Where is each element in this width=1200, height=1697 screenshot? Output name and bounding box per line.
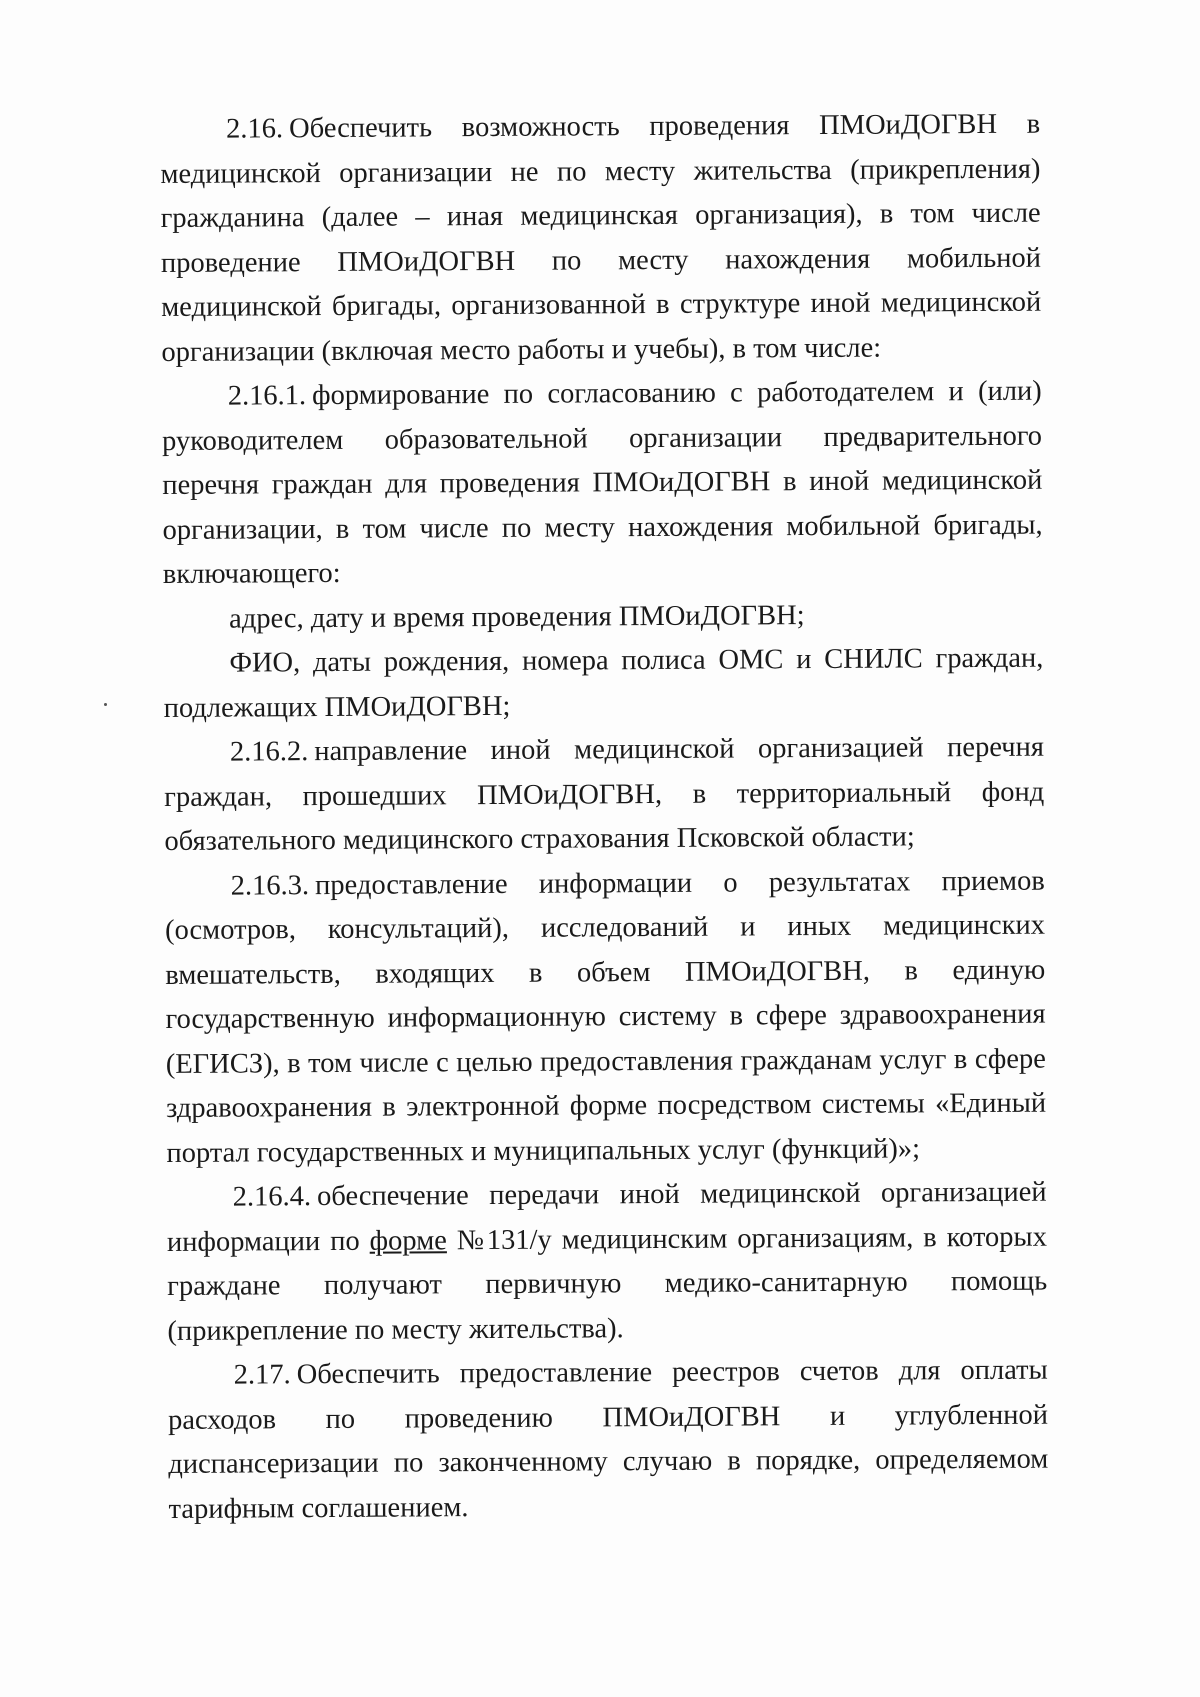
paragraph-address-item [163, 592, 1043, 642]
clause-number: 2.17. [233, 1359, 291, 1391]
clause-number: 2.16.3. [230, 869, 310, 902]
paragraph-2-17 [168, 1349, 1049, 1532]
list-item-text: ФИО, даты рождения, номера полиса ОМС и СНИЛС граждан, подлежащих ПМОиДОГВН; [163, 642, 1044, 724]
list-item-text: адрес, дату и время проведения ПМОиДОГВН; [229, 599, 805, 635]
clause-text: Обеспечить возможность проведения ПМОиДОГВН в медицинской организации не по месту жительства (прикрепления) гражданина (далее – иная медицинская организация), в том числе проведение ПМОиДОГВН по месту нахождения мобильной медицинской бригады, организованной в структуре иной медицинской организации (включая место работы и учебы), в том числе: [160, 108, 1042, 368]
paragraph-fio-item [163, 637, 1044, 731]
document-body [160, 103, 1049, 1532]
clause-text-before: обеспечение передачи иной медицинской организацией информации по [166, 1176, 1047, 1258]
clause-number: 2.16.4. [232, 1181, 312, 1213]
paragraph-2-16-2 [164, 726, 1045, 865]
clause-number: 2.16.2. [229, 736, 309, 768]
clause-number: 2.16. [226, 113, 284, 145]
paragraph-2-16-3 [165, 859, 1047, 1176]
form-link[interactable]: форме [369, 1224, 447, 1257]
clause-text: предоставление информации о результатах приемов (осмотров, консультаций), исследований и иных медицинских вмешательств, входящих в объем ПМОиДОГВН, в единую государственную информационную систему в сфере здравоохранения (ЕГИСЗ), в том числе с целью предоставления гражданам услуг в сфере здравоохранения в электронной форме посредством системы «Единый портал государственных и муниципальных услуг (функций)»; [164, 865, 1047, 1169]
scan-speck [104, 703, 107, 706]
clause-text: направление иной медицинской организацией перечня граждан, прошедших ПМОиДОГВН, в территориальный фонд обязательного медицинского страхования Псковской области; [164, 731, 1045, 857]
clause-text: Обеспечить предоставление реестров счетов для оплаты расходов по проведению ПМОиДОГВН и углубленной диспансеризации по законченному случаю в порядке, определяемом тарифным соглашением. [167, 1354, 1049, 1525]
paragraph-2-16-4 [167, 1171, 1048, 1354]
clause-number: 2.16.1. [227, 380, 307, 412]
clause-text: формирование по согласованию с работодателем и (или) руководителем образовательной организации предварительного перечня граждан для проведения ПМОиДОГВН в иной медицинской организации, в том числе по месту нахождения мобильной бригады, включающего: [161, 375, 1043, 590]
paragraph-2-16-1 [162, 370, 1043, 598]
paragraph-2-16 [160, 103, 1042, 375]
clause-text-after: №131/у медицинским организациям, в которых граждане получают первичную медико-санитарную помощь (прикрепление по месту жительства). [167, 1221, 1048, 1347]
